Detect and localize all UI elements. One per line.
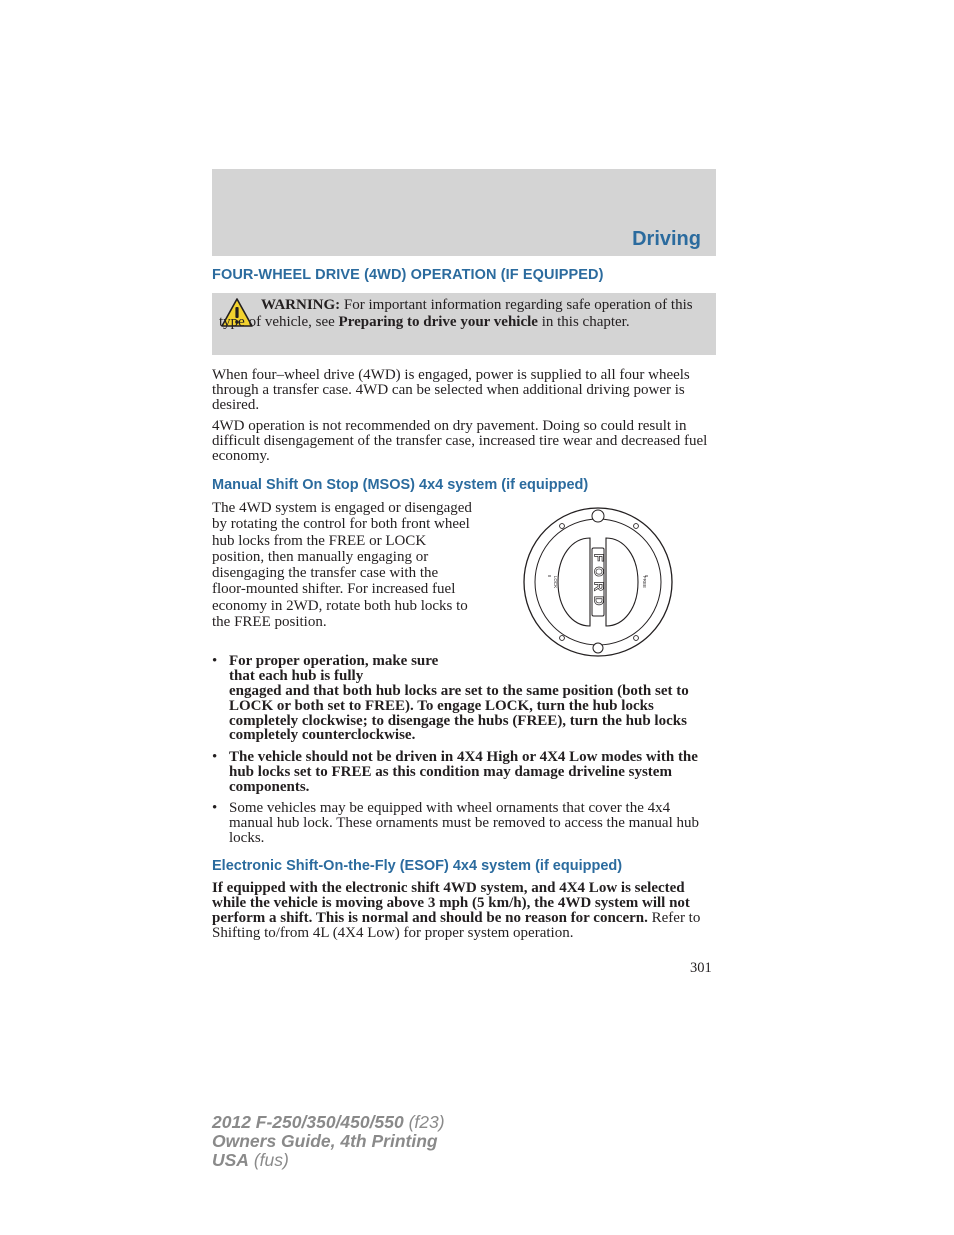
footer-market: USA bbox=[212, 1150, 249, 1170]
bullet-text: For proper operation, make sure that each hub is fully bbox=[229, 653, 439, 684]
footer-line-1 bbox=[212, 1113, 445, 1132]
bullet-item bbox=[212, 750, 716, 794]
footer-line-3 bbox=[212, 1151, 445, 1170]
section-title: FOUR-WHEEL DRIVE (4WD) OPERATION (IF EQUIPPED) bbox=[212, 267, 604, 283]
esof-body bbox=[212, 881, 716, 941]
warning-text-part-1: For important information regarding safe operation of this type of vehicle, see bbox=[219, 297, 693, 330]
hub-lock-label: LOCK bbox=[553, 575, 558, 589]
bullet-dot: • bbox=[212, 800, 218, 816]
page-number: 301 bbox=[690, 960, 712, 976]
hub-lock-illustration bbox=[520, 504, 676, 660]
chapter-header-bar bbox=[212, 169, 716, 256]
esof-normal-text: Refer to Shifting to/from 4L (4X4 Low) for proper system operation. bbox=[212, 909, 701, 941]
warning-text bbox=[219, 297, 703, 330]
bullet-dot: • bbox=[212, 749, 218, 765]
intro-paragraph-1: When four–wheel drive (4WD) is engaged, power is supplied to all four wheels through a transfer case. 4WD can be selected when additional driving power is desired. bbox=[212, 367, 690, 414]
footer-model-code: (f23) bbox=[403, 1112, 445, 1132]
msos-body: The 4WD system is engaged or disengaged by rotating the control for both front wheel hub locks from the FREE or LOCK position, then manually engaging or disengaging the transfer case with the floor-mounted shifter. For increased fuel economy in 2WD, rotate both hub locks to the FREE position. bbox=[212, 500, 472, 631]
warning-box bbox=[212, 293, 716, 355]
warning-reference-link[interactable]: Preparing to drive your vehicle bbox=[338, 313, 538, 330]
bullet-text: Some vehicles may be equipped with wheel ornaments that cover the 4x4 manual hub lock. These ornaments must be removed to access the manual hub locks. bbox=[229, 800, 700, 846]
bullet-item bbox=[212, 654, 716, 684]
footer-line-2: Owners Guide, 4th Printing bbox=[212, 1131, 438, 1151]
chapter-title: Driving bbox=[632, 228, 701, 250]
warning-text-part-2: in this chapter. bbox=[537, 313, 630, 330]
bullet-item bbox=[212, 801, 716, 845]
bullet-dot: • bbox=[212, 653, 218, 669]
bullet-text-continued: engaged and that both hub locks are set to the same position (both set to LOCK or both set to FREE). To engage LOCK, turn the hub locks completely clockwise; to disengage the hubs (FREE), turn the hub locks completely counterclockwise. bbox=[229, 683, 689, 744]
esof-title: Electronic Shift-On-the-Fly (ESOF) 4x4 system (if equipped) bbox=[212, 858, 623, 874]
esof-bold-text: If equipped with the electronic shift 4WD system, and 4X4 Low is selected while the vehicle is moving above 3 mph (5 km/h), the 4WD system will not perform a shift. This is normal and should be no reason for concern. bbox=[212, 880, 690, 926]
document-footer bbox=[212, 1113, 445, 1170]
msos-title: Manual Shift On Stop (MSOS) 4x4 system (if equipped) bbox=[212, 477, 589, 493]
footer-model: 2012 F-250/350/450/550 bbox=[212, 1112, 404, 1132]
bullet-text: The vehicle should not be driven in 4X4 High or 4X4 Low modes with the hub locks set to FREE as this condition may damage driveline system components. bbox=[229, 749, 698, 795]
hub-free-label: FREE bbox=[642, 575, 647, 589]
footer-market-code: (fus) bbox=[248, 1150, 289, 1170]
hub-brand-label: FORD bbox=[591, 553, 607, 611]
warning-label: WARNING: bbox=[261, 297, 341, 313]
intro-paragraph-2: 4WD operation is not recommended on dry pavement. Doing so could result in difficult disengagement of the transfer case, increased tire wear and decreased fuel economy. bbox=[212, 418, 708, 465]
